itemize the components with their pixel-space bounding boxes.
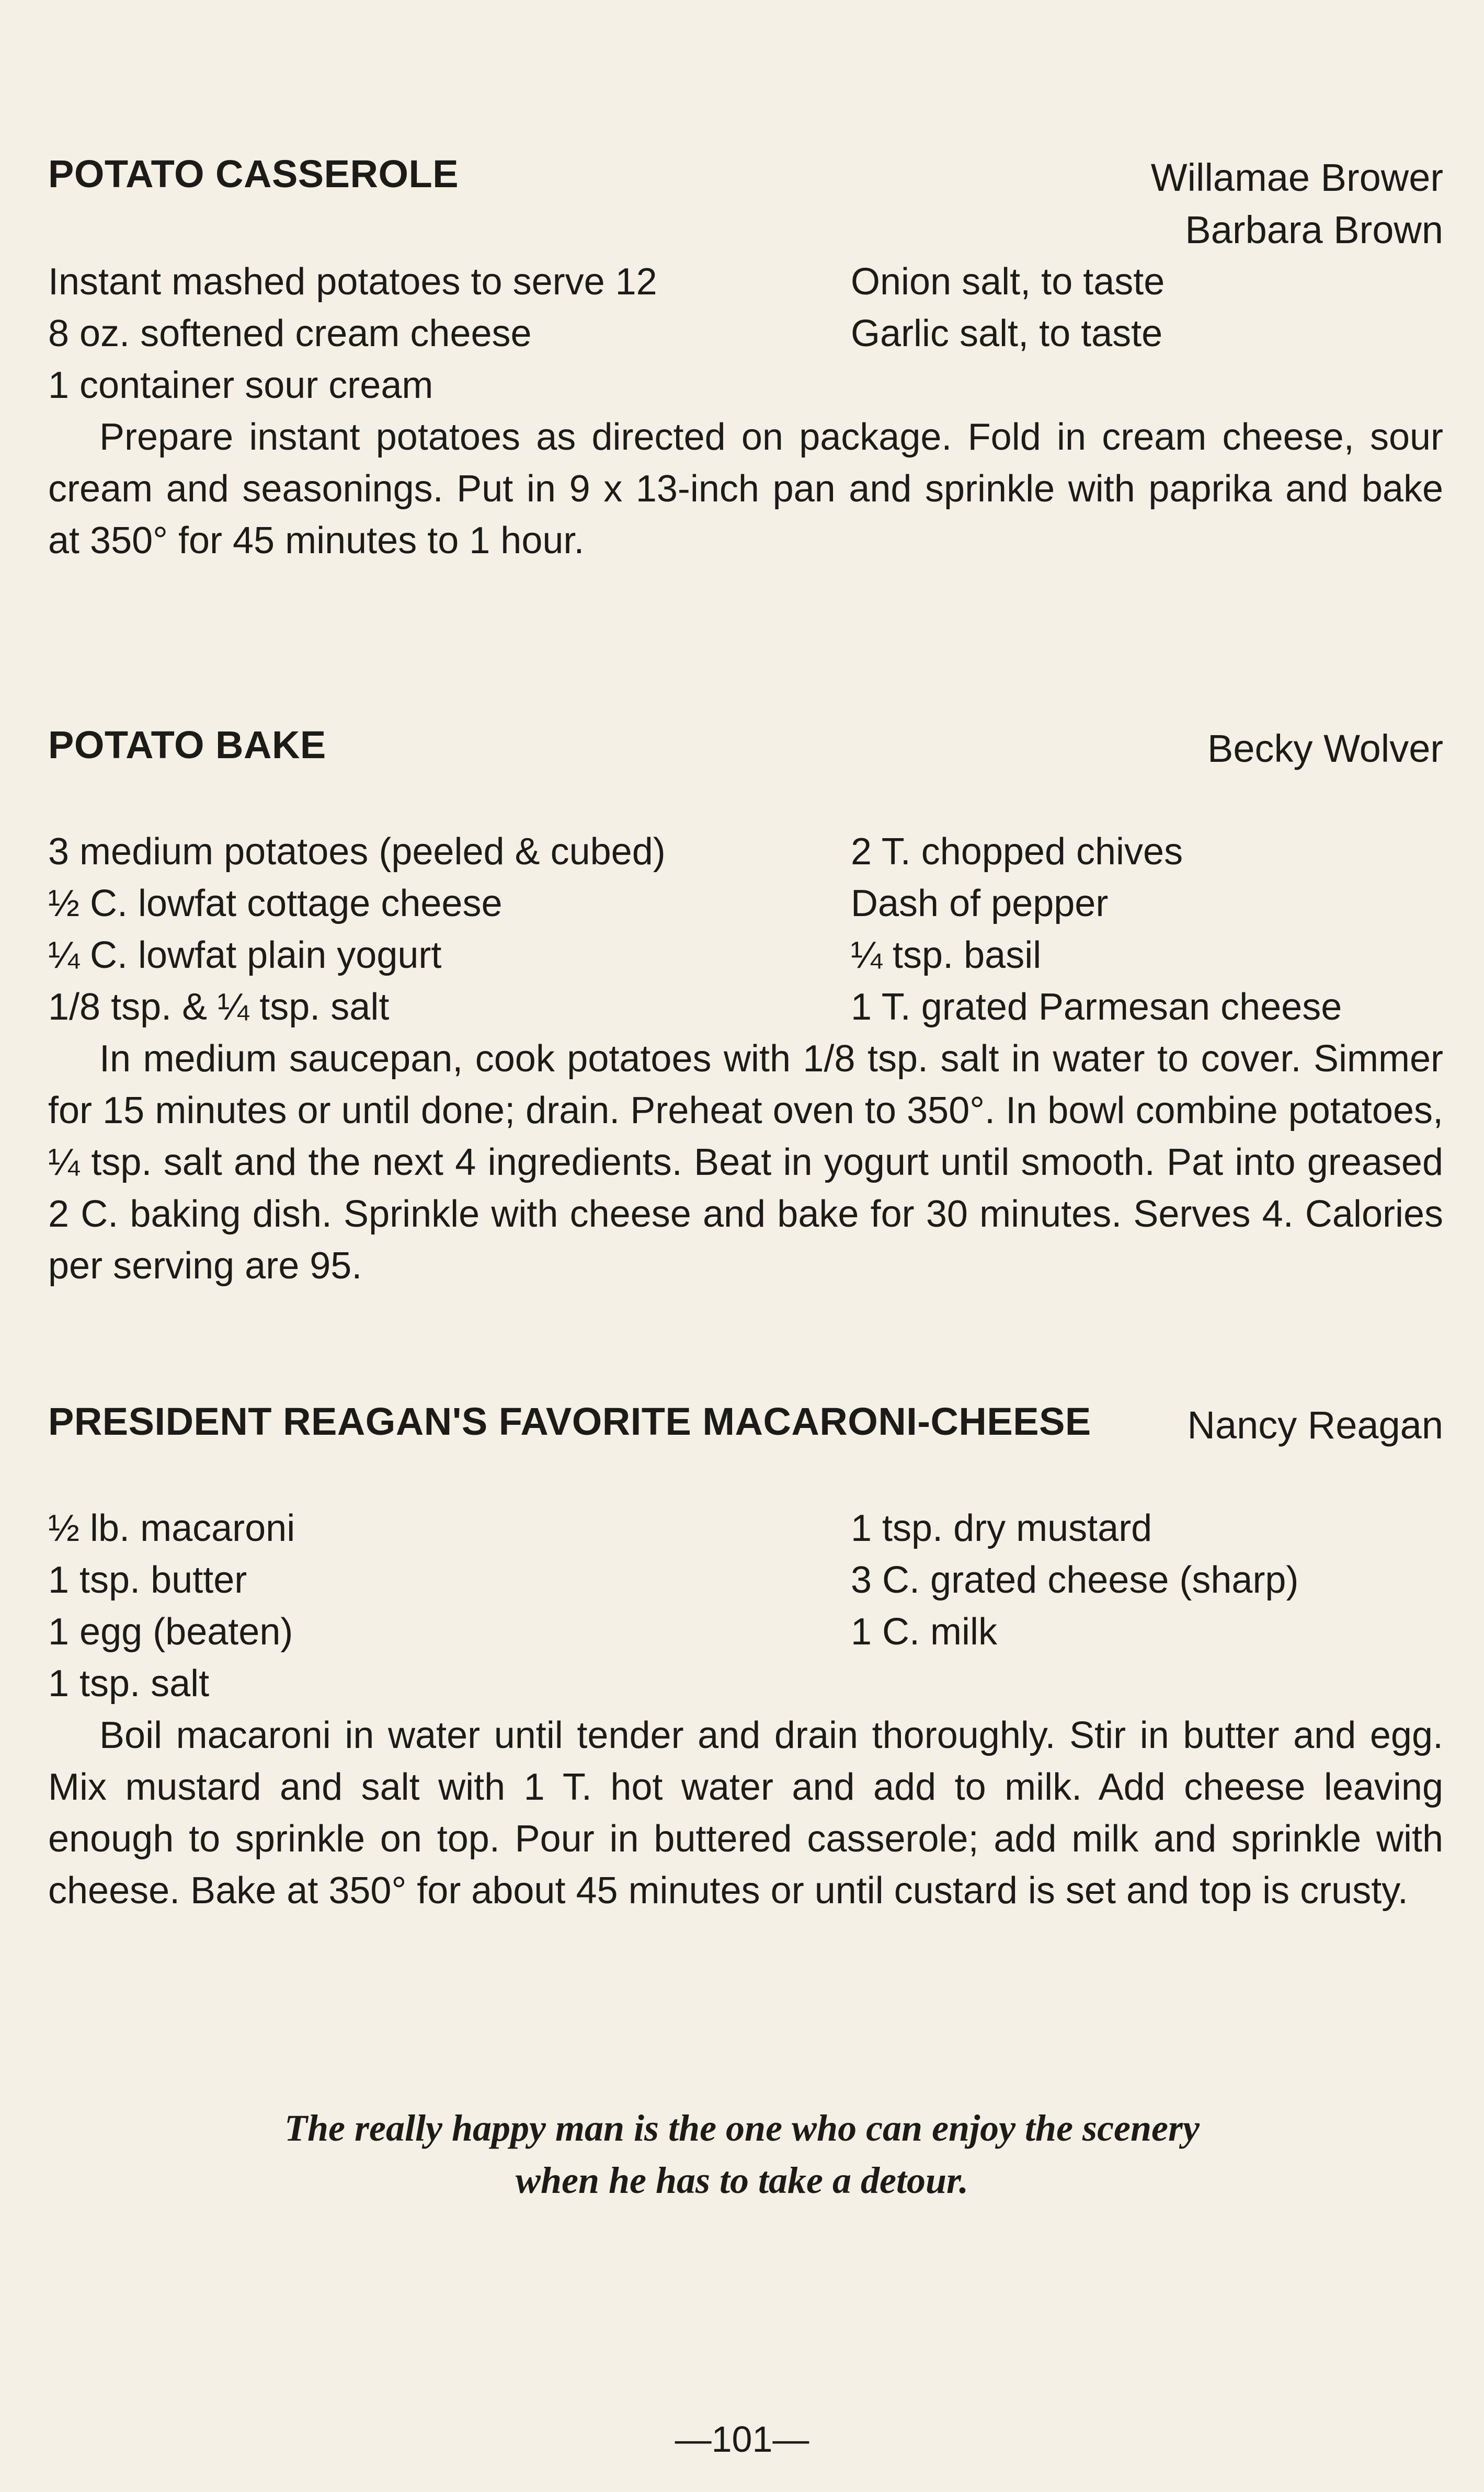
ingredient-list xyxy=(48,256,1443,411)
author-name: Willamae Brower xyxy=(1150,156,1443,199)
author-name: Becky Wolver xyxy=(1207,727,1443,770)
recipe-method: Boil macaroni in water until tender and drain thoroughly. Stir in butter and egg. Mix mustard and salt with 1 T. hot water and add to milk. Add cheese leaving enough to sprinkle on top. Pour in buttered casserole; add milk and sprinkle with cheese. Bake at 350° for about 45 minutes or until custard is set and top is crusty. xyxy=(48,1714,1443,1912)
ingredient: Instant mashed potatoes to serve 12 xyxy=(48,261,657,303)
ingredient: Onion salt, to taste xyxy=(851,261,1165,303)
ingredient-list xyxy=(48,1503,1443,1710)
ingredient: Dash of pepper xyxy=(851,883,1109,924)
ingredient: 1 tsp. dry mustard xyxy=(851,1507,1152,1549)
author-name: Nancy Reagan xyxy=(1187,1403,1443,1447)
ingredient: 1/8 tsp. & ¼ tsp. salt xyxy=(48,986,390,1028)
recipe-authors xyxy=(1207,723,1443,775)
ingredient: 3 C. grated cheese (sharp) xyxy=(851,1559,1299,1601)
recipe-method: In medium saucepan, cook potatoes with 1/8 tsp. salt in water to cover. Simmer for 15 minutes or until done; drain. Preheat oven to 350°. In bowl combine potatoes, ¼ tsp. salt and the next 4 ingredients. Beat in yogurt until smooth. Pat into greased 2 C. baking dish. Sprinkle with cheese and bake for 30 minutes. Serves 4. Calories per serving are 95. xyxy=(48,1038,1443,1287)
ingredient: ½ lb. macaroni xyxy=(48,1507,295,1549)
closing-quote xyxy=(0,2102,1484,2207)
ingredient: 2 T. chopped chives xyxy=(851,831,1183,873)
ingredient: 1 tsp. salt xyxy=(48,1663,210,1705)
recipe-potato-casserole xyxy=(48,152,1443,567)
ingredient: 1 egg (beaten) xyxy=(48,1611,293,1653)
page-number: —101— xyxy=(675,2419,809,2460)
ingredient: 1 C. milk xyxy=(851,1611,998,1653)
ingredient: 8 oz. softened cream cheese xyxy=(48,313,532,355)
recipe-authors xyxy=(1151,152,1443,256)
ingredient: 1 T. grated Parmesan cheese xyxy=(851,986,1342,1028)
recipe-authors xyxy=(1187,1399,1443,1451)
recipe-title: POTATO BAKE xyxy=(48,723,326,767)
recipe-potato-bake xyxy=(48,723,1443,1292)
quote-line: The really happy man is the one who can enjoy the scenery xyxy=(284,2107,1200,2149)
recipe-title: POTATO CASSEROLE xyxy=(48,152,459,196)
ingredient: 3 medium potatoes (peeled & cubed) xyxy=(48,831,666,873)
ingredient-list xyxy=(48,826,1443,1033)
ingredient: ¼ C. lowfat plain yogurt xyxy=(48,934,442,976)
ingredient: 1 container sour cream xyxy=(48,364,433,406)
recipe-macaroni-cheese xyxy=(48,1399,1443,1917)
ingredient: Garlic salt, to taste xyxy=(851,313,1163,355)
ingredient: ½ C. lowfat cottage cheese xyxy=(48,883,503,924)
recipe-title: PRESIDENT REAGAN'S FAVORITE MACARONI-CHEESE xyxy=(48,1400,1091,1443)
ingredient: ¼ tsp. basil xyxy=(851,934,1042,976)
author-name: Barbara Brown xyxy=(1185,208,1443,252)
ingredient: 1 tsp. butter xyxy=(48,1559,247,1601)
quote-line: when he has to take a detour. xyxy=(515,2159,969,2201)
recipe-method: Prepare instant potatoes as directed on package. Fold in cream cheese, sour cream and seasonings. Put in 9 x 13-inch pan and sprinkle with paprika and bake at 350° for 45 minutes to 1 hour. xyxy=(48,416,1443,562)
